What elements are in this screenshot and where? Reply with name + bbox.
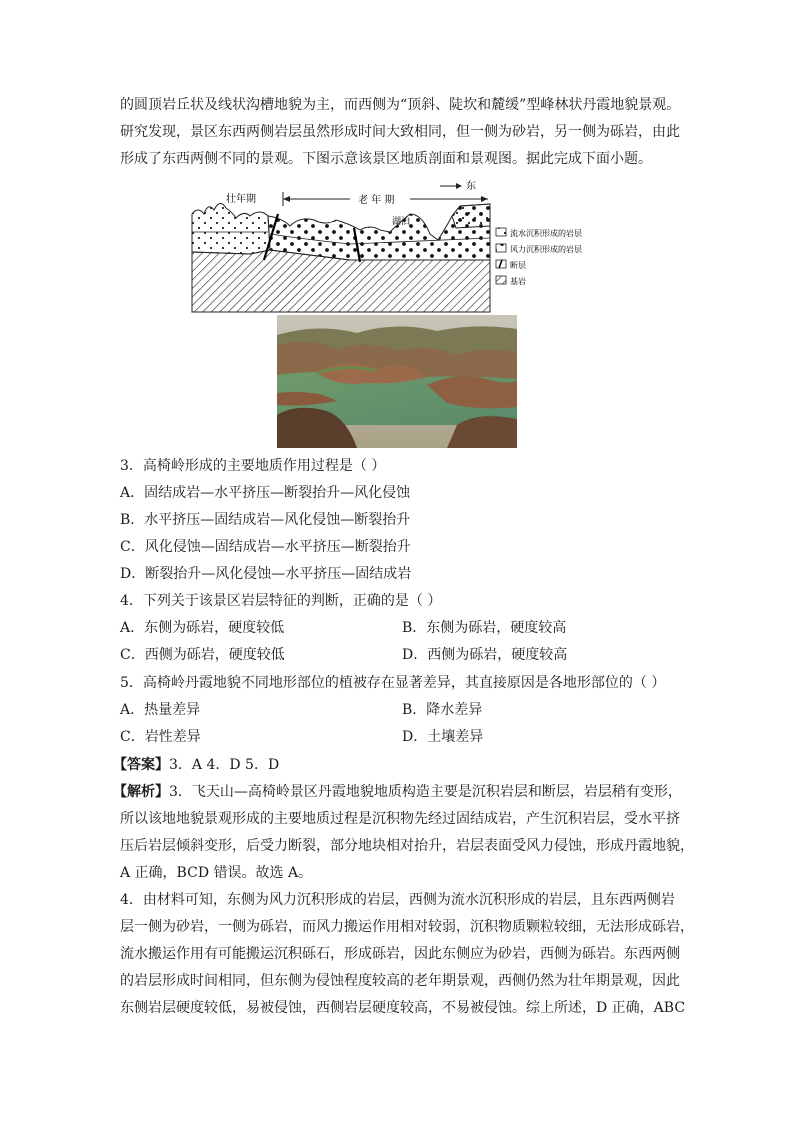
q3-option-d: D．断裂抬升—风化侵蚀—水平挤压—固结成岩 [120,566,412,582]
landscape-photo [277,315,517,448]
legend-bedrock: 基岩 [510,277,526,286]
q3-option-b: B．水平挤压—固结成岩—风化侵蚀—断裂抬升 [120,512,411,528]
answer-line [113,755,673,775]
legend-water-deposited: 流水沉积形成的岩层 [510,229,582,238]
analysis-line-8: 的岩层形成时间相同，但东侧为侵蚀程度较高的老年期景观，西侧仍然为壮年期景观，因此 [120,973,680,989]
intro-line-1: 的圆顶岩丘状及线状沟槽地貌为主，而西侧为“顶斜、陡坎和麓缓”型峰林状丹霞地貌景观。 [120,97,681,113]
q3-option-a: A．固结成岩—水平挤压—断裂抬升—风化侵蚀 [120,485,411,501]
answer-text: 3．A 4．D 5．D [169,757,280,773]
analysis-line-6: 层一侧为砂岩，一侧为砾岩，而风力搬运作用相对较弱，沉积物质颗粒较细，无法形成砾岩， [120,919,694,935]
q3-option-c: C．风化侵蚀—固结成岩—水平挤压—断裂抬升 [120,539,411,555]
q5-option-a: A．热量差异 [120,702,201,718]
geologic-profile-figure [190,180,610,315]
analysis-line-1 [113,782,682,802]
analysis-line-5: 4．由材料可知，东侧为风力沉积形成的岩层，西侧为流水沉积形成的岩层，且东西两侧岩 [120,892,675,908]
answer-tag: 【答案】 [113,757,169,773]
q4-option-b: B．东侧为砾岩，硬度较高 [402,620,567,636]
analysis-line-4: A 正确，BCD 错误。故选 A。 [120,865,313,881]
analysis-line-9: 东侧岩层硬度较低，易被侵蚀，西侧岩层硬度较高，不易被侵蚀。综上所述，D 正确，ABC [120,1000,686,1016]
q4-option-d: D．西侧为砾岩，硬度较高 [402,647,568,663]
intro-line-2: 研究发现，景区东西两侧岩层虽然形成时间大致相同，但一侧为砂岩，另一侧为砾岩，由此 [120,124,680,140]
label-east: 东 [466,181,476,192]
q3-stem: 3．高椅岭形成的主要地质作用过程是（ ） [120,458,386,474]
label-mature-stage: 壮年期 [226,194,256,205]
analysis-tag: 【解析】 [113,784,169,800]
q4-stem: 4．下列关于该景区岩层特征的判断，正确的是（ ） [120,593,442,609]
analysis-text-1: 3．飞天山—高椅岭景区丹霞地貌地质构造主要是沉积岩层和断层，岩层稍有变形， [169,784,682,800]
q5-option-d: D．土壤差异 [402,729,484,745]
legend-fault: 断层 [510,261,526,270]
label-lake: 湖泊 [392,217,411,227]
legend-wind-deposited: 风力沉积形成的岩层 [510,245,582,254]
q5-option-b: B．降水差异 [402,702,483,718]
q4-option-c: C．西侧为砾岩，硬度较低 [120,647,285,663]
analysis-line-2: 所以该地地貌景观形成的主要地质过程是沉积物先经过固结成岩，产生沉积岩层，受水平挤 [120,811,680,827]
q5-stem: 5．高椅岭丹霞地貌不同地形部位的植被存在显著差异，其直接原因是各地形部位的（ ） [120,675,666,691]
analysis-line-3: 压后岩层倾斜变形，后受力断裂，部分地块相对抬升，岩层表面受风力侵蚀，形成丹霞地貌， [120,838,694,854]
figure-legend [496,228,582,286]
q5-option-c: C．岩性差异 [120,729,201,745]
q4-option-a: A．东侧为砾岩，硬度较低 [120,620,285,636]
label-old-stage: 老 年 期 [358,195,395,206]
analysis-line-7: 流水搬运作用有可能搬运沉积砾石，形成砾岩，因此东侧应为砂岩，西侧为砾岩。东西两侧 [120,946,680,962]
intro-line-3: 形成了东西两侧不同的景观。下图示意该景区地质剖面和景观图。据此完成下面小题。 [120,151,652,167]
